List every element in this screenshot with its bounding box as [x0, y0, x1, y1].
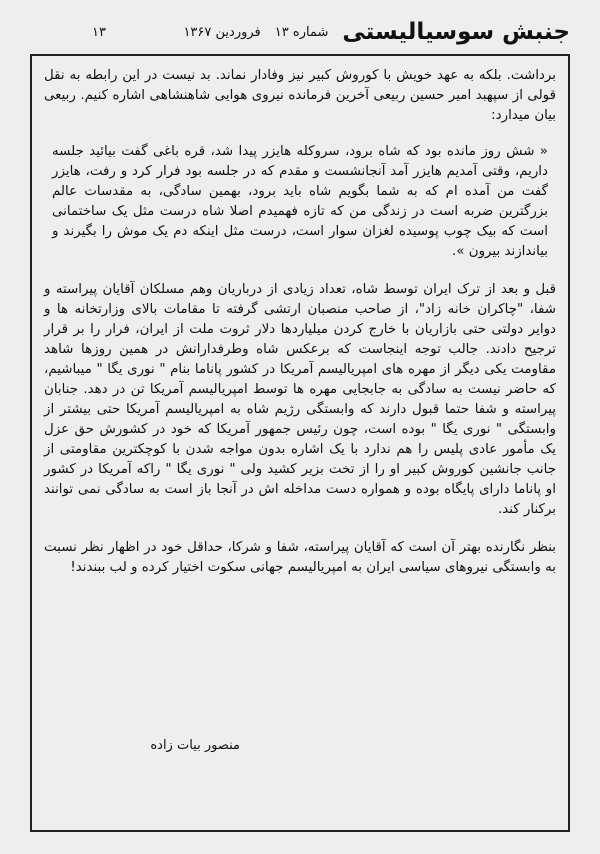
- quoted-passage: « شش روز مانده بود که شاه برود، سروکله هایزر پیدا شد، قره باغی گفت بیائید جلسه داریم، وقتی آمدیم هایزر آمد آنجانشست و مقدم که در جلسه بود فرار کرد و رفت، هایزر گفت من آمده ام که به شما بگویم شاه باید برود، بهمین سادگی، به مقدسات عالم بزرگترین ضربه است در زندگی من که تازه فهمیدم اصلا شاه درست مثل یک ساختمانی است که بیک چوب پوسیده لغزان سوار است، درست مثل اینکه دم یک موش را بگیرند و بیاندازند بیرون ».: [52, 144, 548, 259]
- issue-number: شماره ۱۳: [274, 24, 329, 40]
- article-body: [44, 66, 556, 578]
- page-header: [92, 12, 570, 52]
- article-paragraph: برداشت. بلکه به عهد خویش با کوروش کبیر نیز وفادار نماند. بد نیست در این رابطه به نقل قولی از سپهبد امیر حسین ربیعی آخرین فرمانده نیروی هوایی شاهنشاهی اشاره کنیم. ربیعی بیان میدارد:: [44, 68, 556, 123]
- article-paragraph: بنظر نگارنده بهتر آن است که آقایان پیراسته، شفا و شرکا، حداقل خود در اظهار نظر نسبت به وابستگی نیروهای سیاسی ایران به امپریالیسم جهانی سکوت اختیار کرده و لب ببندند!: [44, 540, 556, 575]
- frame-top-border: [30, 54, 570, 56]
- article-paragraph: قبل و بعد از ترک ایران توسط شاه، تعداد زیادی از درباریان وهم مسلکان آقایان پیراسته و شفا، "چاکران خانه زاد"، از صاحب منصبان ارتشی گرفته تا مقامات بالای وزارتخانه ها و دوایر دولتی حتی بازاریان با خارج کردن میلیاردها دلار ثروت ملت از ایران، فرار را بر قرار ترجیح دادند. جالب توجه اینجاست که برعکس شاه وطرفدارانش در همین روزها شاهد مقاومت یکی دیگر از مهره های امپریالیسم آمریکا در کشور پاناما بنام " نوری یگا " میباشیم، که حاضر نیست به سادگی به جابجایی مهره ها توسط امپریالیسم آمریکا تن در دهد. جنابان پیراسته و شفا حتما قبول دارند که وابستگی رژیم شاه به امپریالیسم آمریکا حتی بیشتر از وابستگی " نوری یگا " بوده است، چون رئیس جمهور آمریکا که خود در کشورش حق عزل یک مأمور عادی پلیس را هم ندارد با یک اشاره بدون مواجه شدن با کوچکترین مقاومتی از جانب جانشین کوروش کبیر او را از تخت بزیر کشید ولی " نوری یگا " راکه آمریکا در کشور او پاناما دارای پایگاه بوده و همواره دست مداخله اش در آنجا باز است به سادگی نمی توانند برکنار کند.: [44, 282, 556, 517]
- journal-title: جنبش سوسیالیستی: [342, 19, 570, 45]
- frame-bottom-border: [30, 830, 570, 832]
- page-number: ۱۳: [92, 24, 106, 40]
- frame-left-border: [30, 54, 32, 832]
- author-signature: منصور بیات زاده: [150, 738, 240, 753]
- frame-right-border: [568, 54, 570, 832]
- issue-date: فروردین ۱۳۶۷: [183, 24, 261, 40]
